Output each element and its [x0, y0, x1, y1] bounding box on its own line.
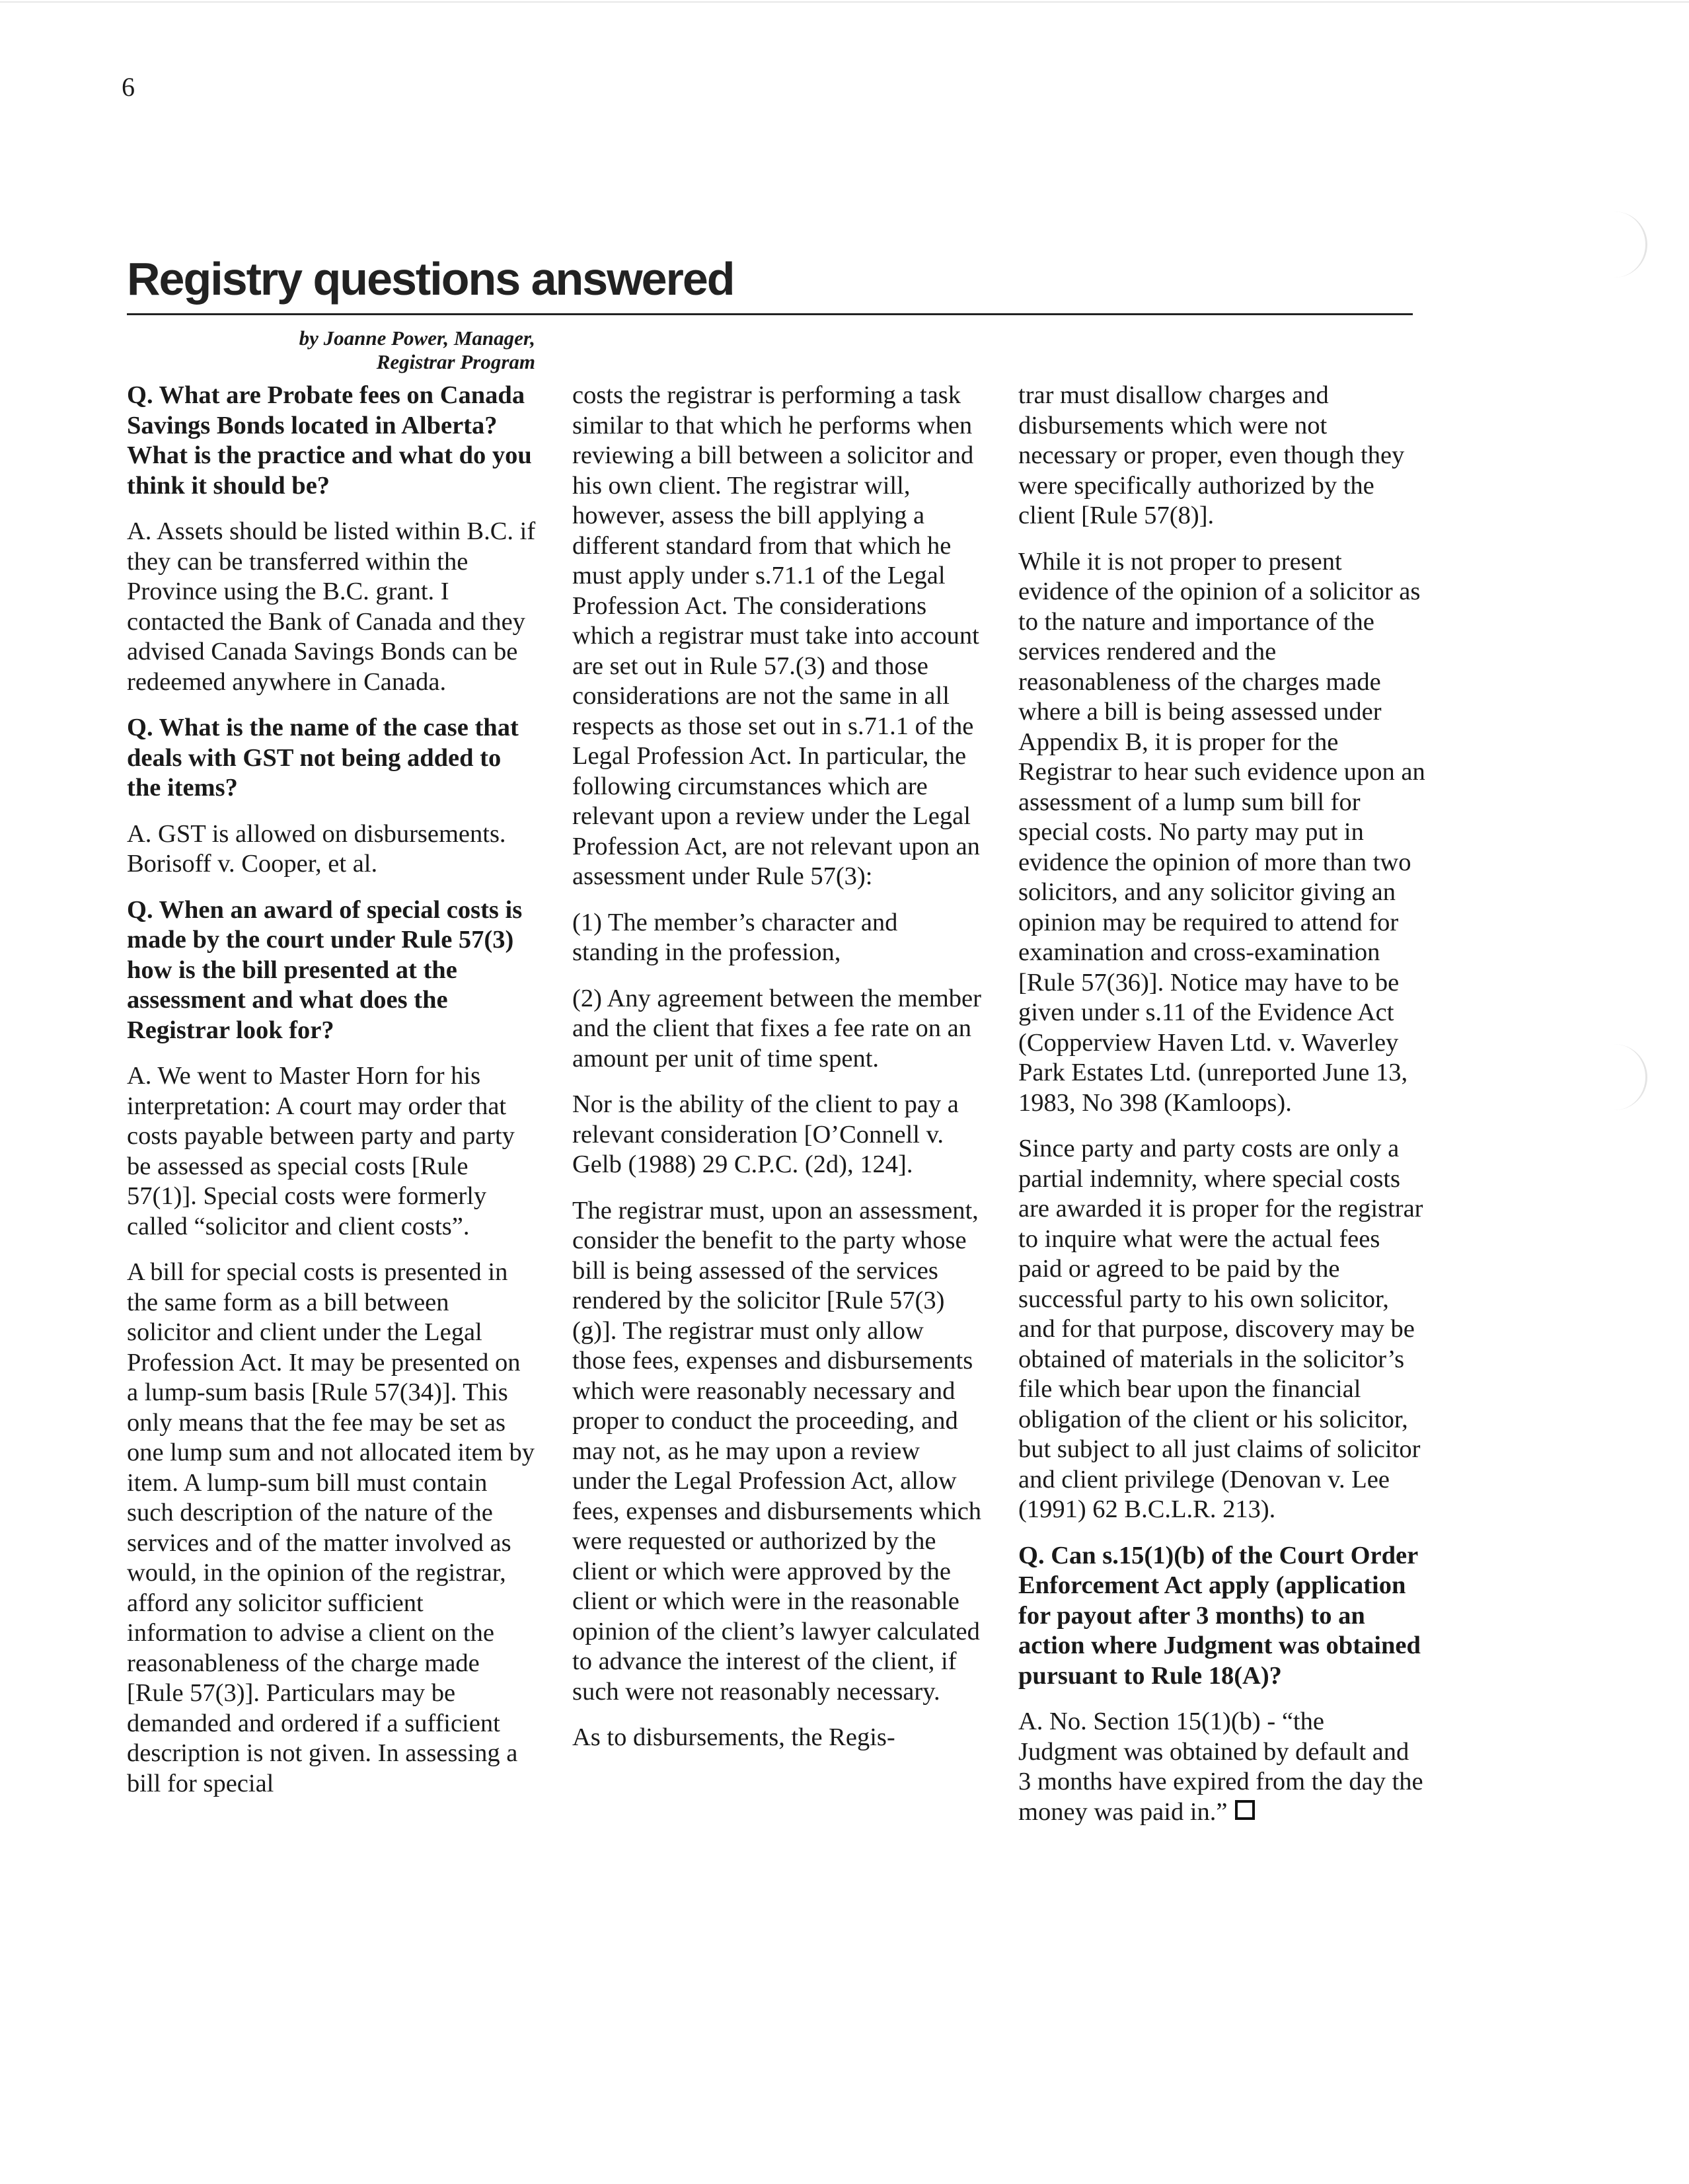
answer-2: A. GST is allowed on disbursements. Borisoff v. Cooper, et al. — [127, 819, 506, 878]
paragraph: (1) The member’s character and standing in the profession, — [572, 908, 898, 966]
answer-4 — [1018, 1707, 1428, 1827]
answer-3: A. We went to Master Horn for his interpretation: A court may order that costs payable between party and party be assessed as special costs [Rule 57(1)]. Special costs were formerly called “solicitor and client costs”. — [127, 1062, 515, 1240]
paragraph: As to disbursements, the Regis- — [572, 1723, 895, 1751]
paragraph: trar must disallow charges and disbursements which were not necessary or proper, even though they were specifically authorized by the client [Rule 57(8)]. — [1018, 381, 1405, 529]
paragraph: Nor is the ability of the client to pay a relevant consideration [O’Connell v. Gelb (1988) 29 C.P.C. (2d), 124]. — [572, 1090, 959, 1178]
byline-author: by Joanne Power, Manager, — [299, 326, 535, 350]
question-2: Q. What is the name of the case that deals with GST not being added to the items? — [127, 714, 519, 802]
answer-1: A. Assets should be listed within B.C. if they can be transferred within the Province using the B.C. grant. I contacted the Bank of Canada and they advised Canada Savings Bonds can be redeemed anywhere in Canada. — [127, 517, 536, 696]
paragraph: The registrar must, upon an assessment, consider the benefit to the party whose bill is being assessed of the services rendered by the solicitor [Rule 57(3)(g)]. The registrar must only allow those fees, expenses and disbursements which were reasonably necessary and proper to conduct the proceeding, and may not, as he may upon a review under the Legal Profession Act, allow fees, expenses and disbursements which were requested or authorized by the client or which were approved by the client or which were in the reasonable opinion of the client’s lawyer calculated to advance the interest of the client, if such were not reasonably necessary. — [572, 1196, 982, 1706]
paragraph: A bill for special costs is presented in the same form as a bill between solicitor and client under the Legal Profession Act. It may be presented on a lump-sum basis [Rule 57(34)]. This only means that the fee may be set as one lump sum and not allocated item by item. A lump-sum bill must contain such description of the nature of the services and of the matter involved as would, in the opinion of the registrar, afford any solicitor sufficient information to advise a client on the reasonableness of the charge made [Rule 57(3)]. Particulars may be demanded and ordered if a sufficient description is not given. In assessing a bill for special — [127, 1258, 535, 1797]
question-1: Q. What are Probate fees on Canada Savings Bonds located in Alberta? What is the practice and what do you think it should be? — [127, 381, 532, 500]
byline — [152, 326, 535, 374]
page-number: 6 — [122, 72, 135, 102]
paragraph: costs the registrar is performing a task similar to that which he performs when reviewing a bill between a solicitor and his own client. The registrar will, however, assess the bill applying a different standard from that which he must apply under s.71.1 of the Legal Profession Act. The considerations which a registrar must take into account are set out in Rule 57.(3) and those considerations are not the same in all respects as those set out in s.71.1 of the Legal Profession Act. In particular, the following circumstances which are relevant upon a review under the Legal Profession Act, are not relevant upon an assessment under Rule 57(3): — [572, 381, 980, 890]
paragraph: While it is not proper to present evidence of the opinion of a solicitor as to the nature and importance of the services rendered and the reasonableness of the charges made where a bill is being assessed under Appendix B, it is proper for the Registrar to hear such evidence upon an assessment of a lump sum bill for special costs. No party may put in evidence the opinion of more than two solicitors, and any solicitor giving an opinion may be required to attend for examination and cross-examination [Rule 57(36)]. Notice may have to be given under s.11 of the Evidence Act (Copperview Haven Ltd. v. Waverley Park Estates Ltd. (unreported June 13, 1983, No 398 (Kamloops). — [1018, 547, 1425, 1117]
answer-4-text: A. No. Section 15(1)(b) - “the Judgment was obtained by default and 3 months have expired from the day the money was paid in.” — [1018, 1708, 1423, 1826]
title-rule — [127, 313, 1413, 315]
question-4: Q. Can s.15(1)(b) of the Court Order Enforcement Act apply (application for payout after 3 months) to an action where Judgment was obtained pursuant to Rule 18(A)? — [1018, 1541, 1421, 1690]
column-1 — [127, 381, 537, 1815]
end-mark-icon — [1235, 1800, 1255, 1820]
punch-hole-mark — [1606, 1044, 1647, 1110]
article-title: Registry questions answered — [127, 253, 734, 305]
column-3 — [1018, 381, 1428, 1843]
byline-role: Registrar Program — [376, 350, 535, 373]
paragraph: Since party and party costs are only a partial indemnity, where special costs are awarded it is proper for the registrar to inquire what were the actual fees paid or agreed to be paid by the successful party to his own solicitor, and for that purpose, discovery may be obtained of materials in the solicitor’s file which bear upon the financial obligation of the client or his solicitor, but subject to all just claims of solicitor and client privilege (Denovan v. Lee (1991) 62 B.C.L.R. 213). — [1018, 1135, 1423, 1523]
paragraph: (2) Any agreement between the member and the client that fixes a fee rate on an amount per unit of time spent. — [572, 984, 981, 1073]
question-3: Q. When an award of special costs is made by the court under Rule 57(3) how is the bill presented at the assessment and what does the Registrar look for? — [127, 895, 523, 1044]
column-2 — [572, 381, 982, 1769]
punch-hole-mark — [1606, 211, 1647, 278]
scan-edge-line — [0, 1, 1689, 3]
